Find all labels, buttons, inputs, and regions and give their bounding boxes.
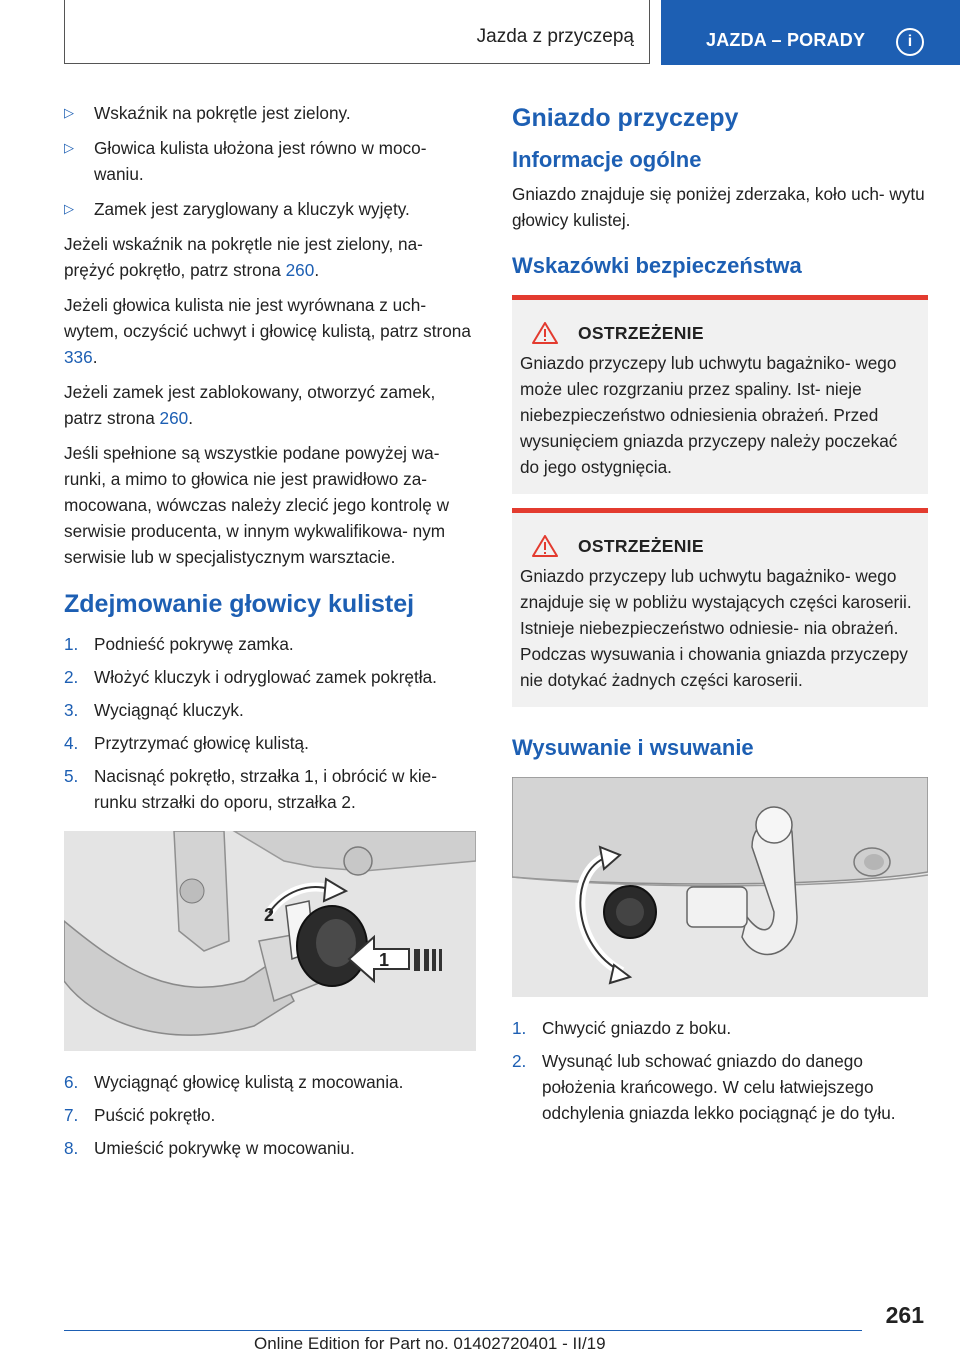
page-link[interactable]: 336: [64, 347, 93, 367]
section-heading: Zdejmowanie głowicy kulistej: [64, 590, 415, 618]
list-item: [64, 135, 476, 187]
bullet-text: Zamek jest zaryglowany a kluczyk wyjęty.: [94, 199, 410, 219]
triangle-bullet-icon: ▷: [64, 140, 74, 155]
step-number: 1.: [512, 1018, 527, 1038]
list-item: [64, 100, 476, 126]
warning-title: OSTRZEŻENIE: [578, 535, 704, 556]
step-number: 2.: [64, 667, 79, 687]
step-number: 7.: [64, 1105, 79, 1125]
step-text: Wyciągnąć głowicę kulistą z mocowania.: [94, 1072, 404, 1092]
step-number: 2.: [512, 1051, 527, 1071]
paragraph: [64, 379, 476, 431]
step-number: 4.: [64, 733, 79, 753]
warning-box: [512, 508, 928, 707]
step-text: Podnieść pokrywę zamka.: [94, 634, 294, 654]
triangle-bullet-icon: ▷: [64, 201, 74, 216]
trailer-socket-illustration: [512, 777, 928, 997]
step-item: [512, 1048, 928, 1126]
step-number: 1.: [64, 634, 79, 654]
step-number: 3.: [64, 700, 79, 720]
step-item: [64, 664, 476, 690]
paragraph-end: .: [314, 260, 320, 280]
figure-label-1: 1: [379, 950, 390, 970]
paragraph-end: .: [92, 347, 98, 367]
subsection-heading: Wskazówki bezpieczeństwa: [512, 253, 802, 278]
left-column: [64, 100, 476, 1168]
warning-box: [512, 295, 928, 494]
paragraph: Gniazdo znajduje się poniżej zderzaka, koło uch- wytu głowicy kulistej.: [512, 184, 925, 230]
info-icon[interactable]: i: [896, 28, 924, 56]
tow-hitch-figure: [64, 831, 476, 1051]
footer-divider: [64, 1330, 862, 1331]
step-number: 6.: [64, 1072, 79, 1092]
step-item: [64, 1069, 476, 1095]
warning-header: [520, 535, 920, 557]
paragraph: [64, 231, 476, 283]
section-heading: Gniazdo przyczepy: [512, 104, 739, 132]
step-number: 8.: [64, 1138, 79, 1158]
step-text: Wyciągnąć kluczyk.: [94, 700, 244, 720]
chapter-label: JAZDA – PORADY: [706, 30, 866, 50]
paragraph-text: Jeżeli głowica kulista nie jest wyrównana z uch- wytem, oczyścić uchwyt i głowicę kulistą, patrz strona: [64, 295, 471, 341]
step-item: [64, 697, 476, 723]
step-item: [64, 1135, 476, 1161]
warning-text: Gniazdo przyczepy lub uchwytu bagażniko- wego znajduje się w pobliżu wystających części karoserii. Istnieje niebezpieczeństwo odniesie- nia obrażeń. Podczas wysuwania i chowania gniazda przyczepy nie dotykać żadnych części karoserii.: [520, 566, 912, 690]
step-number: 5.: [64, 766, 79, 786]
paragraph: [64, 292, 476, 370]
figure-label-2: 2: [264, 905, 275, 925]
step-item: [512, 1015, 928, 1041]
subsection-heading: Wysuwanie i wsuwanie: [512, 735, 754, 760]
tow-hitch-illustration: [64, 831, 476, 1051]
paragraph: Jeśli spełnione są wszystkie podane powyżej wa- runki, a mimo to głowica nie jest prawidłowo za- mocowana, wówczas należy zlecić jego kontrolę w serwisie producenta, w innym wykwalifikowa- nym serwisie lub w specjalistycznym warsztacie.: [64, 443, 449, 567]
warning-triangle-icon: [532, 535, 558, 557]
triangle-bullet-icon: ▷: [64, 105, 74, 120]
paragraph-text: Jeżeli wskaźnik na pokrętle nie jest zielony, na- prężyć pokrętło, patrz strona: [64, 234, 423, 280]
edition-note: Online Edition for Part no. 01402720401 - II/19: [254, 1334, 606, 1353]
bullet-text: Głowica kulista ułożona jest równo w moco- waniu.: [94, 138, 427, 184]
paragraph-text: Jeżeli zamek jest zablokowany, otworzyć zamek, patrz strona: [64, 382, 436, 428]
warning-text: Gniazdo przyczepy lub uchwytu bagażniko- wego może ulec rozgrzaniu przez spaliny. Ist- nieje niebezpieczeństwo odniesienia obrażeń. Przed wysunięciem gniazda przyczepy należy poczekać do jego ostygnięcia.: [520, 353, 898, 477]
page-link[interactable]: 260: [285, 260, 315, 280]
warning-triangle-icon: [532, 322, 558, 344]
step-text: Umieścić pokrywkę w mocowaniu.: [94, 1138, 355, 1158]
page-number: 261: [885, 1302, 924, 1328]
step-text: Włożyć kluczyk i odryglować zamek pokrętła.: [94, 667, 437, 687]
warning-header: [520, 322, 920, 344]
step-item: [64, 730, 476, 756]
step-text: Chwycić gniazdo z boku.: [542, 1018, 732, 1038]
step-text: Puścić pokrętło.: [94, 1105, 216, 1125]
bullet-text: Wskaźnik na pokrętle jest zielony.: [94, 103, 351, 123]
subsection-heading: Informacje ogólne: [512, 147, 702, 172]
page-link[interactable]: 260: [159, 408, 189, 428]
step-text: Wysunąć lub schować gniazdo do danego położenia krańcowego. W celu łatwiejszego odchylenia gniazda lekko pociągnąć je do tyłu.: [542, 1051, 896, 1123]
section-title: Jazda z przyczepą: [476, 26, 634, 47]
warning-title: OSTRZEŻENIE: [578, 322, 704, 343]
step-text: Przytrzymać głowicę kulistą.: [94, 733, 309, 753]
paragraph-end: .: [188, 408, 193, 428]
step-item: [64, 631, 476, 657]
list-item: [64, 196, 476, 222]
right-column: [512, 100, 928, 1133]
step-item: [64, 763, 476, 815]
step-item: [64, 1102, 476, 1128]
step-text: Nacisnąć pokrętło, strzałka 1, i obrócić w kie- runku strzałki do oporu, strzałka 2.: [94, 766, 437, 812]
trailer-socket-figure: [512, 777, 928, 997]
